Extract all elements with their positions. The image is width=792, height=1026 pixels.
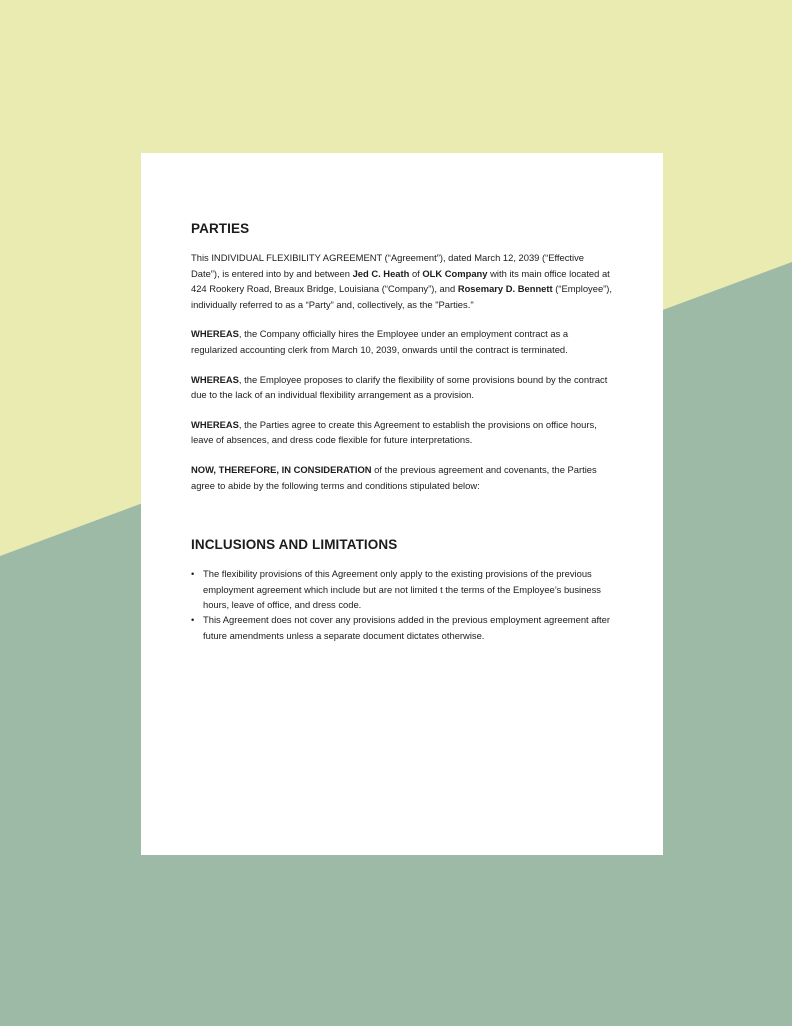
- whereas-label: WHEREAS: [191, 328, 239, 340]
- inclusions-heading: INCLUSIONS AND LIMITATIONS: [191, 537, 398, 553]
- whereas-text: , the Company officially hires the Employee under an employment contract as a regularized accounting clerk from March 10, 2039, onwards until the contract is terminated.: [191, 328, 569, 355]
- list-item-text: This Agreement does not cover any provisions added in the previous employment agreement after future amendments unless a separate document dictates otherwise.: [203, 614, 610, 641]
- whereas-label: WHEREAS: [191, 373, 239, 385]
- list-item: [191, 612, 613, 643]
- now-therefore-label: NOW, THEREFORE, IN CONSIDERATION: [191, 463, 372, 475]
- intro-text-4: (“Employee”), individually referred to as a “Party” and, collectively, as the "Parties.": [191, 283, 613, 310]
- intro-text-1: This INDIVIDUAL FLEXIBILITY AGREEMENT (“Agreement”), dated March 12, 2039 (“Effective Date”), is entered into by and between: [191, 252, 585, 279]
- inclusions-list: [191, 566, 613, 643]
- intro-text-3: with its main office located at 424 Rookery Road, Breaux Bridge, Louisiana (“Company”), and: [191, 267, 610, 295]
- party-jed-heath: Jed C. Heath: [352, 267, 410, 279]
- party-olk-company: OLK Company: [422, 267, 488, 279]
- whereas-text: , the Parties agree to create this Agreement to establish the provisions on office hours, leave of absences, and dress code flexible for future interpretations.: [191, 418, 597, 446]
- bullet-icon: •: [191, 568, 195, 580]
- whereas-paragraph-3: [191, 417, 613, 448]
- now-therefore-text: of the previous agreement and covenants, the Parties agree to abide by the following terms and conditions stipulated below:: [191, 463, 597, 491]
- list-item: [191, 566, 613, 612]
- intro-text-2: of: [409, 267, 423, 279]
- now-therefore-paragraph: [191, 462, 613, 493]
- bullet-icon: •: [191, 614, 195, 626]
- inclusions-section: [191, 537, 613, 643]
- party-rosemary-bennett: Rosemary D. Bennett: [457, 283, 553, 295]
- whereas-paragraph-1: [191, 326, 613, 357]
- parties-intro-paragraph: [191, 250, 613, 312]
- whereas-label: WHEREAS: [191, 418, 239, 430]
- whereas-text: , the Employee proposes to clarify the flexibility of some provisions bound by the contract due to the lack of an individual flexibility arrangement as a provision.: [191, 373, 608, 401]
- parties-section: [191, 221, 613, 493]
- document-page: [141, 153, 663, 855]
- whereas-paragraph-2: [191, 372, 613, 403]
- list-item-text: The flexibility provisions of this Agreement only apply to the existing provisions of the previous employment agreement which include but are not limited t the terms of the Employee’s business hours, leave of office, and dress code.: [203, 568, 601, 610]
- parties-heading: PARTIES: [191, 221, 250, 236]
